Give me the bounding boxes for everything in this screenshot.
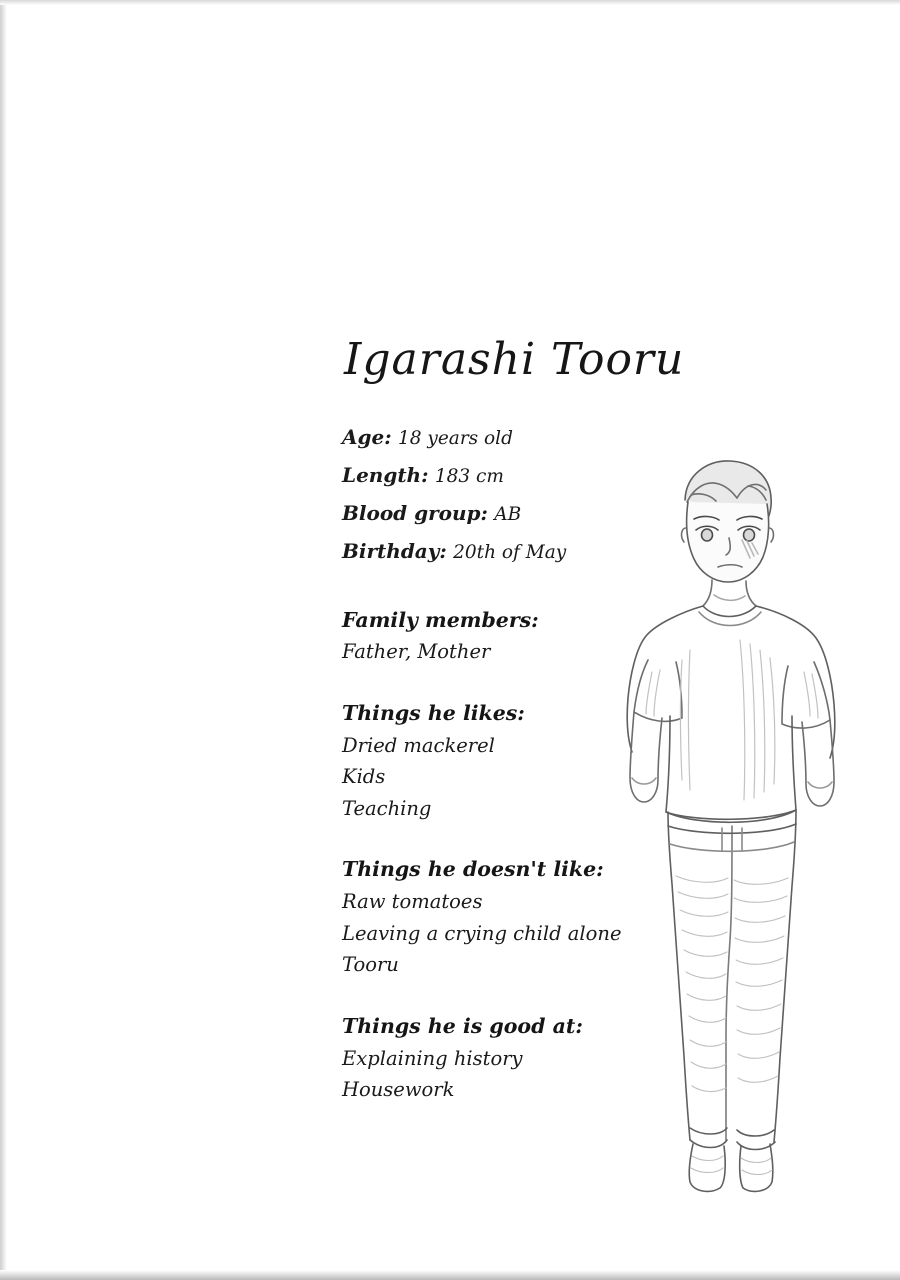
- section-item: Father, Mother: [342, 640, 491, 664]
- stat-label: Birthday:: [342, 539, 447, 564]
- section-item: Housework: [342, 1078, 455, 1102]
- section-item: Explaining history: [342, 1046, 523, 1070]
- stat-value: 183 cm: [434, 466, 504, 488]
- character-sketch-illustration: [590, 440, 880, 1220]
- section-item: Tooru: [342, 953, 399, 977]
- stat-label: Age:: [342, 425, 392, 449]
- section-title: Things he is good at:: [342, 1013, 583, 1038]
- section-item: Teaching: [342, 796, 432, 820]
- section-item: Dried mackerel: [342, 733, 495, 757]
- section-item: Kids: [342, 765, 386, 789]
- section-item: Leaving a crying child alone: [342, 921, 622, 945]
- section-title: Things he likes:: [342, 700, 525, 725]
- stat-label: Blood group:: [342, 501, 488, 526]
- section-title: Family members:: [342, 607, 539, 632]
- stat-value: AB: [494, 504, 522, 526]
- stat-label: Length:: [342, 463, 429, 488]
- page-edge-bottom: [0, 1270, 900, 1280]
- section-item: Raw tomatoes: [342, 890, 483, 914]
- page-title: Igarashi Tooru: [344, 334, 685, 385]
- section-title: Things he doesn't like:: [342, 857, 604, 882]
- stat-value: 20th of May: [453, 542, 567, 564]
- stat-value: 18 years old: [397, 428, 513, 449]
- page-edge-top: [0, 0, 900, 5]
- page-edge-left: [0, 0, 7, 1280]
